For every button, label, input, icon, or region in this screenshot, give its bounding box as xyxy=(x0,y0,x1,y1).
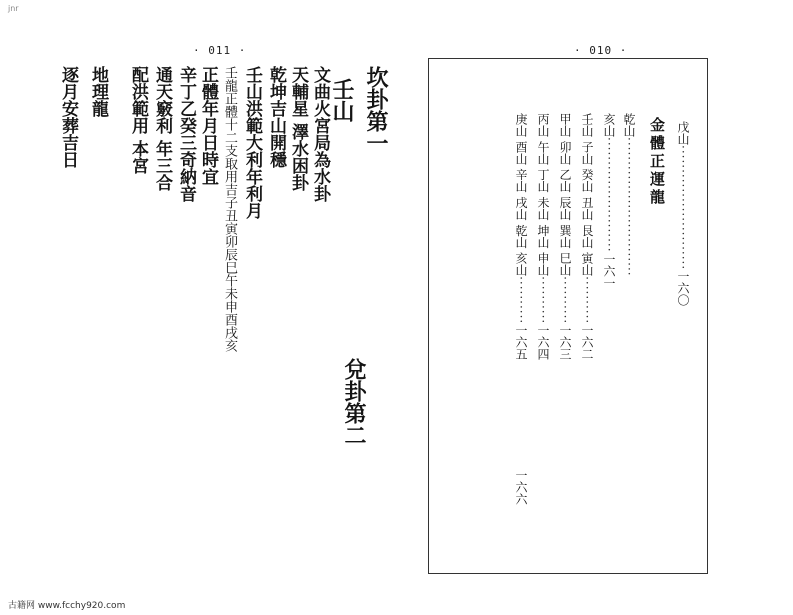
hw-column: 文曲火宮局為水卦 xyxy=(310,66,330,202)
hw-column: 壬山 xyxy=(329,78,355,122)
hw-column: 天輔星 澤水困卦 xyxy=(288,66,308,191)
toc-page: 一六四 xyxy=(536,324,550,361)
toc-entry[interactable]: 亥山························一六一 xyxy=(602,113,616,289)
watermark: jnr xyxy=(8,4,19,13)
toc-label: 乾山 xyxy=(622,113,636,137)
toc-entry[interactable]: 壬山 子山 癸山 丑山 艮山 寅山··········一六二 xyxy=(580,113,594,361)
hw-column: 兌卦第二 xyxy=(341,358,367,446)
hw-column: 壬龍正體十二支取用吉子丑寅卯辰巳午未申酉戌亥 xyxy=(222,66,237,352)
left-page xyxy=(48,58,390,566)
toc-entry[interactable]: 甲山 卯山 乙山 辰山 巽山 巳山··········一六三 xyxy=(558,113,572,361)
toc-entry[interactable]: 乾山····························· xyxy=(622,113,636,277)
toc-label: 戊山 xyxy=(676,121,690,145)
toc-page: 一六六 xyxy=(514,469,528,505)
right-page-number: · 010 · xyxy=(574,44,628,57)
toc-entry[interactable]: 庚山 酉山 辛山 戌山 乾山 亥山··········一六五 xyxy=(514,113,528,361)
toc-label: 壬山 子山 癸山 丑山 艮山 寅山 xyxy=(580,113,594,277)
hw-column: 逐月安葬吉日 xyxy=(58,66,78,168)
right-page xyxy=(428,58,708,574)
toc-page: 一六三 xyxy=(558,324,572,361)
toc-entry xyxy=(513,469,530,505)
hw-column: 正體年月日時宜 xyxy=(198,66,218,185)
toc-page: 一六五 xyxy=(514,324,528,361)
hw-column: 通天竅利 年三合 xyxy=(152,66,172,191)
hw-column: 辛丁乙癸三奇納音 xyxy=(176,66,196,202)
toc-entry[interactable]: 戊山··························一六〇 xyxy=(676,121,690,307)
toc-label: 庚山 酉山 辛山 戌山 乾山 亥山 xyxy=(514,113,528,277)
toc-page: 一六二 xyxy=(580,324,594,361)
hw-column: 坎卦第一 xyxy=(363,66,389,154)
toc-title: 金體正運龍 xyxy=(648,117,666,207)
hw-column: 地理龍 xyxy=(88,66,108,117)
toc-label: 亥山 xyxy=(602,113,616,137)
hw-column: 乾坤吉山開穩 xyxy=(266,66,286,168)
footer-watermark: 古籍网 www.fcchy920.com xyxy=(8,601,126,611)
hw-column: 配洪範用 本宮 xyxy=(128,66,148,174)
left-page-number: · 011 · xyxy=(193,44,247,57)
toc-page: 一六〇 xyxy=(676,270,690,307)
hw-column: 壬山洪範大利年利月 xyxy=(242,66,262,219)
toc-label: 丙山 午山 丁山 未山 坤山 申山 xyxy=(536,113,550,277)
toc-page: 一六一 xyxy=(602,252,616,289)
toc-entry[interactable]: 丙山 午山 丁山 未山 坤山 申山··········一六四 xyxy=(536,113,550,361)
toc-label: 甲山 卯山 乙山 辰山 巽山 巳山 xyxy=(558,113,572,277)
